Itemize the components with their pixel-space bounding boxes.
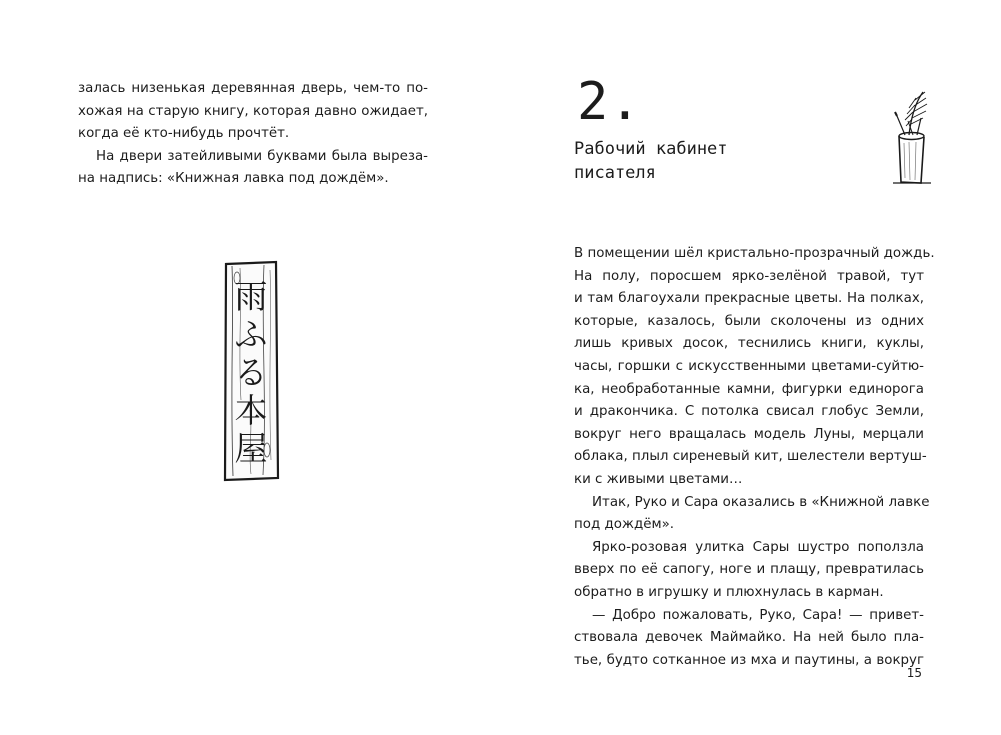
right-page xyxy=(500,0,1001,735)
text-line: ка, необработанные камни, фигурки единорога xyxy=(574,381,924,397)
text-line: лишь кривых досок, теснились книги, куклы, xyxy=(574,336,924,352)
text-line: На полу, поросшем ярко-зелёной травой, тут xyxy=(574,268,924,284)
pen-vase-icon xyxy=(885,88,945,188)
text-line: облака, плыл сиреневый кит, шелестели вертуш- xyxy=(574,449,927,465)
text-line: Ярко-розовая улитка Сары шустро поползла xyxy=(592,539,924,555)
text-line: когда её кто-нибудь прочтёт. xyxy=(78,126,290,142)
wooden-sign-illustration xyxy=(220,260,282,482)
left-page-text xyxy=(78,78,428,191)
text-line: ствовала девочек Маймайко. На ней было пла- xyxy=(574,630,924,646)
chapter-title-line: писателя xyxy=(574,163,656,183)
text-line: В помещении шёл кристально-прозрачный дождь. xyxy=(574,246,935,261)
sign-lettering: 雨ふる本屋 xyxy=(234,277,268,468)
right-page-text xyxy=(574,243,935,672)
text-line: — Добро пожаловать, Руко, Сара! — привет- xyxy=(592,607,924,623)
text-line: которые, казалось, были сколочены из одних xyxy=(574,313,924,329)
text-line: вокруг него вращалась модель Луны, мерцали xyxy=(574,426,924,442)
text-line: хожая на старую книгу, которая давно ожидает, xyxy=(78,103,428,119)
chapter-title xyxy=(574,137,774,185)
chapter-number: 2. xyxy=(577,72,642,132)
text-line: ки с живыми цветами… xyxy=(574,471,743,487)
text-line: на надпись: «Книжная лавка под дождём». xyxy=(78,171,389,187)
text-line: часы, горшки с искусственными цветами-суйтю- xyxy=(574,358,924,374)
page-number: 15 xyxy=(906,666,922,680)
text-line: тье, будто сотканное из мха и паутины, а вокруг xyxy=(574,652,924,668)
text-line: вверх по её сапогу, ноге и плащу, превратилась xyxy=(574,562,924,578)
text-line: Итак, Руко и Сара оказались в «Книжной лавке xyxy=(592,494,930,510)
chapter-title-line: Рабочий кабинет xyxy=(574,139,728,159)
text-line: На двери затейливыми буквами была выреза- xyxy=(96,148,428,164)
left-page xyxy=(0,0,500,735)
text-line: обратно в игрушку и плюхнулась в карман. xyxy=(574,584,884,600)
text-line: под дождём». xyxy=(574,517,675,533)
text-line: и там благоухали прекрасные цветы. На полках, xyxy=(574,291,924,307)
text-line: залась низенькая деревянная дверь, чем-то по- xyxy=(78,81,428,96)
text-line: и дракончика. С потолка свисал глобус Земли, xyxy=(574,404,924,420)
